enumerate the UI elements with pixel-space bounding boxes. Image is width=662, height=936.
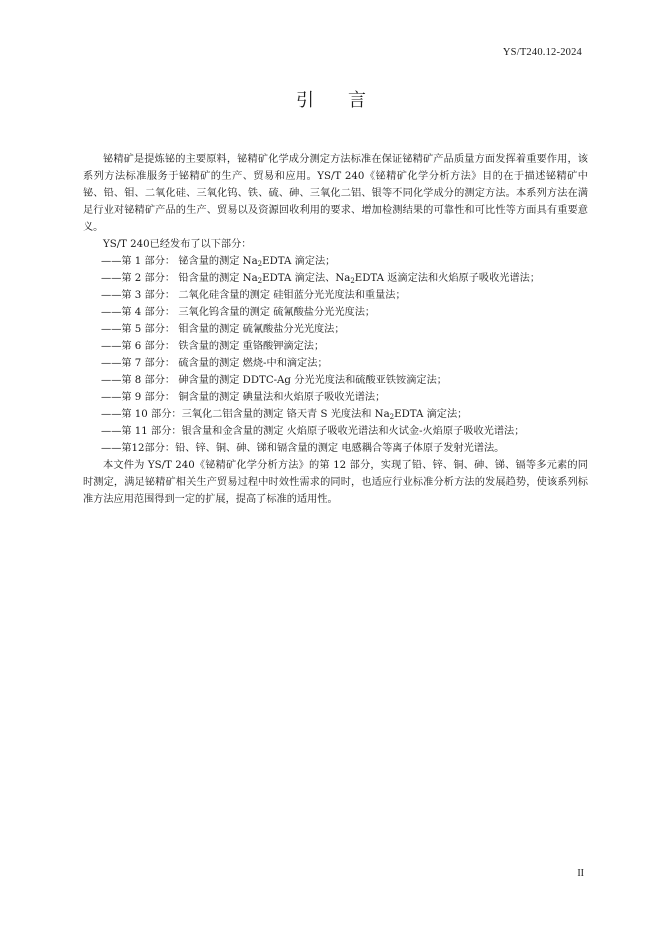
parts-list <box>83 253 588 457</box>
page-title: 引言 <box>296 90 400 111</box>
list-item: ——第 2 部分： 铅含量的测定 $Na_2EDTA$ 滴定法、$Na_2EDTA$ 返滴定法和火焰原子吸收光谱法； <box>101 273 541 285</box>
list-item: ——第 6 部分： 铁含量的测定 重铬酸钾滴定法； <box>101 341 325 352</box>
page-number: II <box>577 868 584 879</box>
list-item: ——第12部分：铅、锌、铜、砷、锑和镉含量的测定 电感耦合等离子体原子发射光谱法。 <box>101 443 505 454</box>
list-item: ——第 8 部分： 砷含量的测定 DDTC-Ag 分光光度法和硫酸亚铁铵滴定法； <box>101 375 447 386</box>
closing-paragraph: 本文件为 YS/T 240《铋精矿化学分析方法》的第 12 部分，实现了铅、锌、铜、砷、锑、镉等多元素的同时测定，满足铋精矿相关生产贸易过程中时效性需求的同时，也适应行业标准分析方法的发展趋势，使该系列标准方法应用范围得到一定的扩展，提高了标准的适用性。 <box>83 460 588 505</box>
list-item: ——第 9 部分： 铜含量的测定 碘量法和火焰原子吸收光谱法； <box>101 392 386 403</box>
list-item: ——第 5 部分： 钼含量的测定 硫氰酸盐分光光度法； <box>101 324 345 335</box>
list-item: ——第 4 部分： 三氧化钨含量的测定 硫氰酸盐分光光度法； <box>101 307 376 318</box>
standard-code: YS/T240.12-2024 <box>502 47 582 58</box>
list-item: ——第 10 部分：三氧化二铝含量的测定 铬天青 S 光度法和 $Na_2EDTA$ 滴定法； <box>101 409 468 421</box>
document-body <box>83 151 588 508</box>
list-item: ——第 3 部分： 二氧化硅含量的测定 硅钼蓝分光光度法和重量法； <box>101 290 406 301</box>
list-item: ——第 7 部分： 硫含量的测定 燃烧-中和滴定法； <box>101 358 328 369</box>
parts-lead: YS/T 240已经发布了以下部分： <box>103 239 252 250</box>
intro-paragraph: 铋精矿是提炼铋的主要原料，铋精矿化学成分测定方法标准在保证铋精矿产品质量方面发挥着重要作用，该系列方法标准服务于铋精矿的生产、贸易和应用。YS/T 240《铋精矿化学分析方法》目的在于描述铋精矿中铋、铅、钼、二氧化硅、三氧化钨、铁、硫、砷、三氧化二铝、银等不同化学成分的测定方法。本系列方法在满足行业对铋精矿产品的生产、贸易以及资源回收利用的要求、增加检测结果的可靠性和可比性等方面具有重要意义。 <box>83 154 588 233</box>
list-item: ——第 1 部分： 铋含量的测定 $Na_2EDTA$ 滴定法； <box>101 256 336 268</box>
list-item: ——第 11 部分：银含量和金含量的测定 火焰原子吸收光谱法和火试金-火焰原子吸收光谱法； <box>101 426 525 437</box>
